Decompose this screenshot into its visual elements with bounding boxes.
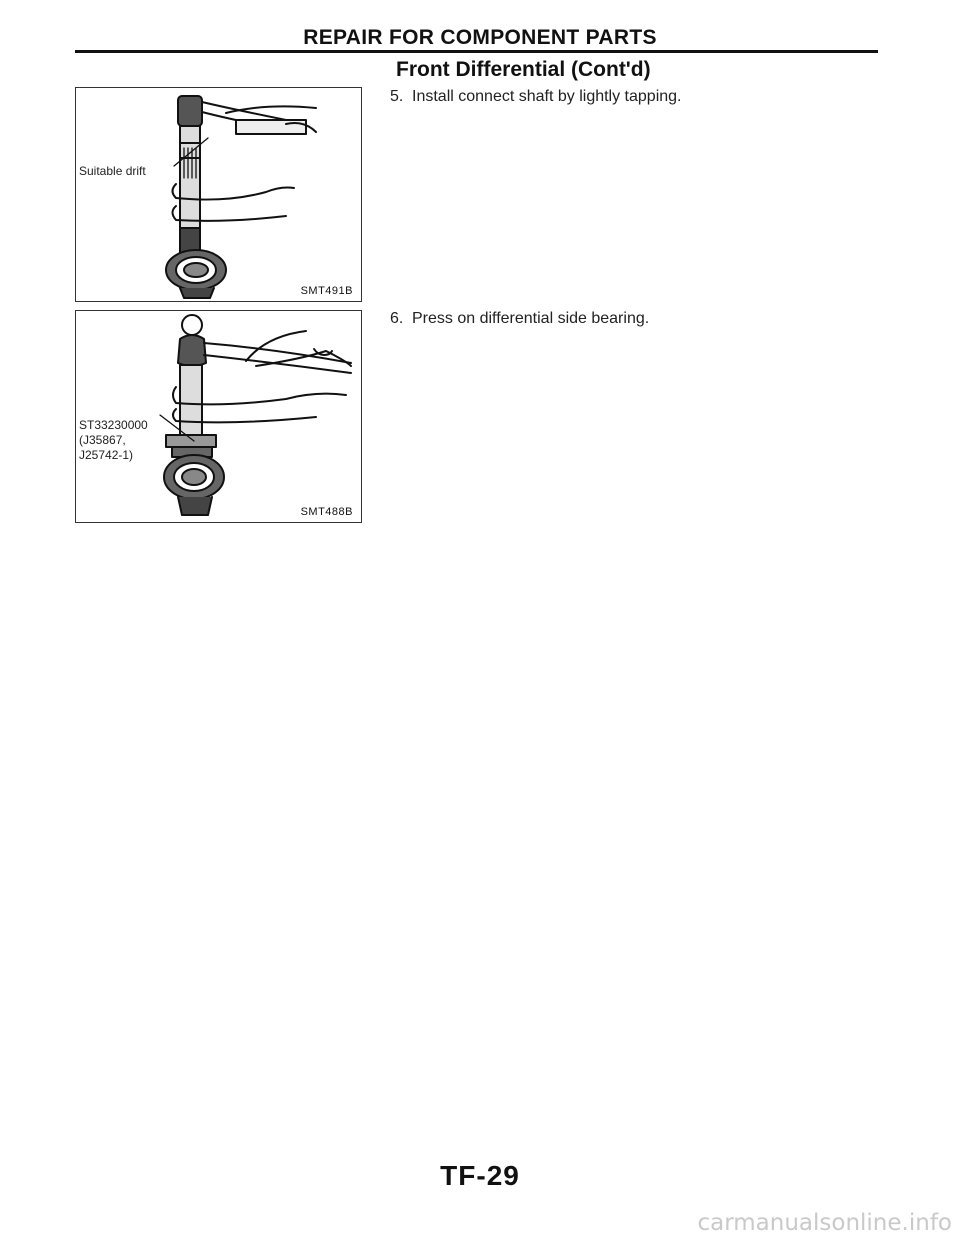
header-rule xyxy=(75,50,878,53)
figure-smt491b xyxy=(75,87,362,302)
callout-tool-alt-1: (J35867, xyxy=(79,433,126,447)
page-header-title: REPAIR FOR COMPONENT PARTS xyxy=(303,26,657,49)
step-text: Install connect shaft by lightly tapping. xyxy=(412,88,682,105)
hammer-bearing-press-illustration-icon xyxy=(76,311,361,522)
figure-code: SMT491B xyxy=(300,285,353,297)
figure-smt488b xyxy=(75,310,362,523)
step-5 xyxy=(390,88,682,106)
step-text: Press on differential side bearing. xyxy=(412,310,650,327)
callout-tool-number: ST33230000 xyxy=(79,418,148,432)
watermark: carmanualsonline.info xyxy=(697,1210,952,1236)
step-6 xyxy=(390,310,649,328)
figure-code: SMT488B xyxy=(300,506,353,518)
hammer-drift-illustration-icon xyxy=(76,88,361,301)
step-number: 6. xyxy=(390,310,404,327)
step-number: 5. xyxy=(390,88,404,105)
callout-special-tool xyxy=(79,418,148,463)
section-title: Front Differential (Cont'd) xyxy=(396,58,651,81)
callout-tool-alt-2: J25742-1) xyxy=(79,448,134,462)
page-number: TF-29 xyxy=(440,1160,520,1191)
callout-suitable-drift: Suitable drift xyxy=(79,164,146,178)
